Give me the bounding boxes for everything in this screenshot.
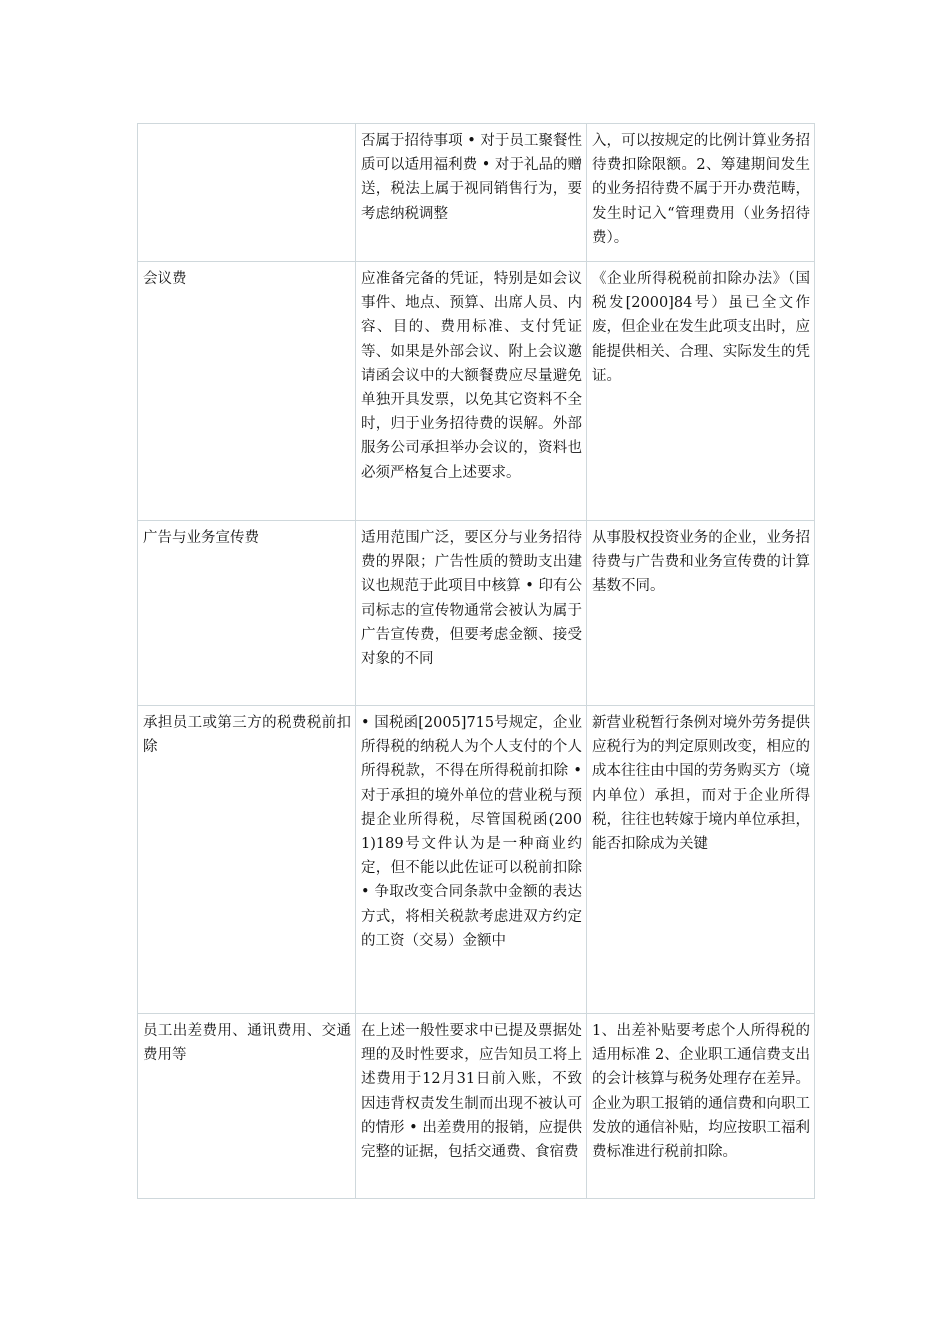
- item-cell: [138, 124, 356, 262]
- table-row: [138, 124, 815, 262]
- item-cell: 会议费: [138, 262, 356, 521]
- item-cell: 广告与业务宣传费: [138, 521, 356, 706]
- tax-deduction-table: [137, 123, 815, 1199]
- note-cell: 新营业税暂行条例对境外劳务提供应税行为的判定原则改变，相应的成本往往由中国的劳务购买方（境内单位）承担，而对于企业所得税，往往也转嫁于境内单位承担，能否扣除成为关键: [587, 706, 815, 1014]
- requirement-cell: 应准备完备的凭证，特别是如会议事件、地点、预算、出席人员、内容、目的、费用标准、支付凭证等、如果是外部会议、附上会议邀请函会议中的大额餐费应尽量避免单独开具发票，以免其它资料不全时，归于业务招待费的误解。外部服务公司承担举办会议的，资料也必须严格复合上述要求。: [356, 262, 587, 521]
- requirement-cell: 否属于招待事项 • 对于员工聚餐性质可以适用福利费 • 对于礼品的赠送，税法上属于视同销售行为，要考虑纳税调整: [356, 124, 587, 262]
- note-cell: 1、出差补贴要考虑个人所得税的适用标准 2、企业职工通信费支出的会计核算与税务处理存在差异。企业为职工报销的通信费和向职工发放的通信补贴，均应按职工福利费标准进行税前扣除。: [587, 1014, 815, 1199]
- item-cell: 承担员工或第三方的税费税前扣除: [138, 706, 356, 1014]
- table-row: [138, 262, 815, 521]
- item-cell: 员工出差费用、通讯费用、交通费用等: [138, 1014, 356, 1199]
- requirement-cell: • 国税函[2005]715号规定，企业所得税的纳税人为个人支付的个人所得税款，不得在所得税前扣除 • 对于承担的境外单位的营业税与预提企业所得税，尽管国税函(2001)189号文件认为是一种商业约定，但不能以此佐证可以税前扣除 • 争取改变合同条款中金额的表达方式，将相关税款考虑进双方约定的工资（交易）金额中: [356, 706, 587, 1014]
- table-row: [138, 521, 815, 706]
- note-cell: 《企业所得税税前扣除办法》（国税发[2000]84号）虽已全文作废，但企业在发生此项支出时，应能提供相关、合理、实际发生的凭证。: [587, 262, 815, 521]
- requirement-cell: 适用范围广泛，要区分与业务招待费的界限；广告性质的赞助支出建议也规范于此项目中核算 • 印有公司标志的宣传物通常会被认为属于广告宣传费，但要考虑金额、接受对象的不同: [356, 521, 587, 706]
- table-row: [138, 1014, 815, 1199]
- note-cell: 入，可以按规定的比例计算业务招待费扣除限额。2、筹建期间发生的业务招待费不属于开办费范畴，发生时记入“管理费用（业务招待费）。: [587, 124, 815, 262]
- requirement-cell: 在上述一般性要求中已提及票据处理的及时性要求，应告知员工将上述费用于12月31日前入账，不致因违背权责发生制而出现不被认可的情形 • 出差费用的报销，应提供完整的证据，包括交通费、食宿费: [356, 1014, 587, 1199]
- note-cell: 从事股权投资业务的企业，业务招待费与广告费和业务宣传费的计算基数不同。: [587, 521, 815, 706]
- table-row: [138, 706, 815, 1014]
